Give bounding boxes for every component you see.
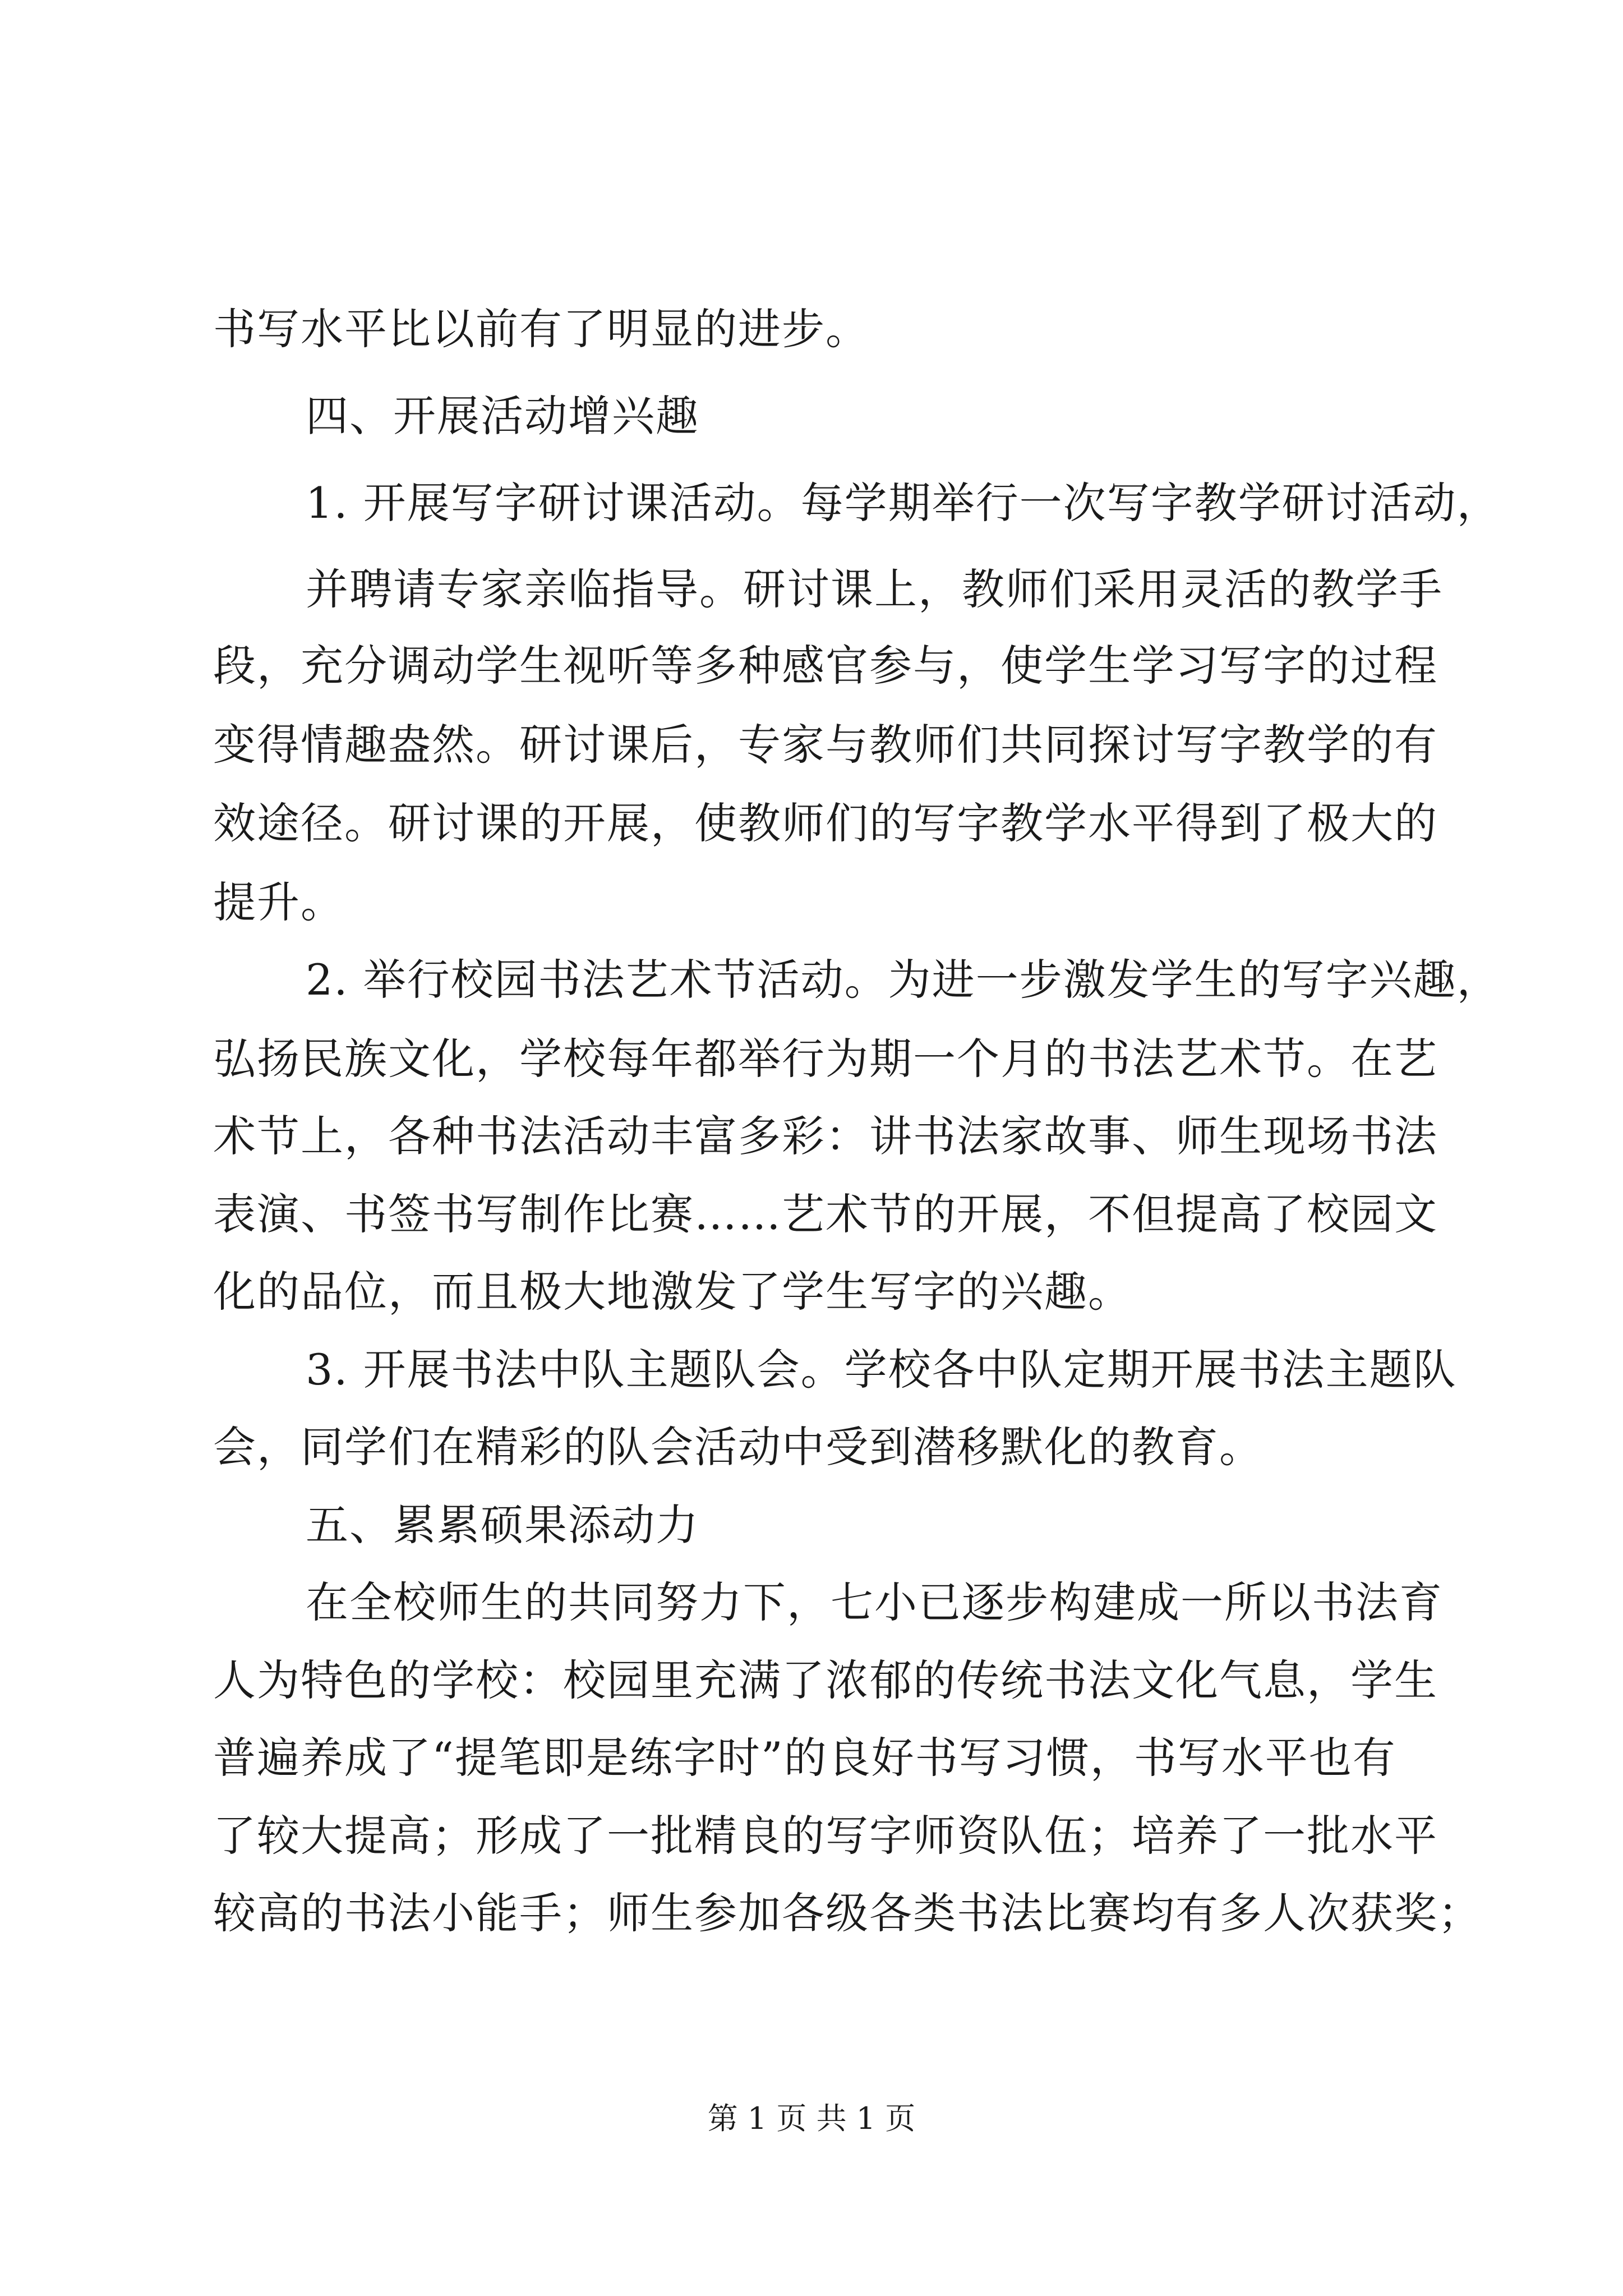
body-line: 会，同学们在精彩的队会活动中受到潜移默化的教育。 <box>213 1422 1263 1472</box>
body-line: 了较大提高；形成了一批精良的写字师资队伍；培养了一批水平 <box>213 1811 1438 1861</box>
body-line: 提升。 <box>213 877 344 927</box>
body-line: 3. 开展书法中队主题队会。学校各中队定期开展书法主题队 <box>306 1345 1457 1395</box>
body-line: 较高的书法小能手；师生参加各级各类书法比赛均有多人次获奖； <box>213 1888 1482 1938</box>
body-line: 人为特色的学校：校园里充满了浓郁的传统书法文化气息，学生 <box>213 1655 1438 1705</box>
body-line: 化的品位，而且极大地激发了学生写字的兴趣。 <box>213 1267 1132 1317</box>
section-heading: 四、开展活动增兴趣 <box>306 391 699 441</box>
body-line: 在全校师生的共同努力下，七小已逐步构建成一所以书法育 <box>306 1577 1443 1627</box>
body-line: 表演、书签书写制作比赛……艺术节的开展，不但提高了校园文 <box>213 1189 1438 1239</box>
body-line: 1. 开展写字研讨课活动。每学期举行一次写字教学研讨活动， <box>306 478 1501 528</box>
body-line: 段，充分调动学生视听等多种感官参与，使学生学习写字的过程 <box>213 641 1438 691</box>
body-line: 变得情趣盎然。研讨课后，专家与教师们共同探讨写字教学的有 <box>213 720 1438 770</box>
body-line: 弘扬民族文化，学校每年都举行为期一个月的书法艺术节。在艺 <box>213 1034 1438 1084</box>
page-footer: 第 1 页 共 1 页 <box>707 2101 916 2136</box>
body-line: 书写水平比以前有了明显的进步。 <box>213 304 869 354</box>
body-line: 2. 举行校园书法艺术节活动。为进一步激发学生的写字兴趣， <box>306 955 1501 1005</box>
section-heading: 五、累累硕果添动力 <box>306 1500 699 1550</box>
body-line: 并聘请专家亲临指导。研讨课上，教师们采用灵活的教学手 <box>306 564 1443 614</box>
body-line: 效途径。研讨课的开展，使教师们的写字教学水平得到了极大的 <box>213 798 1438 848</box>
body-line: 术节上，各种书法活动丰富多彩：讲书法家故事、师生现场书法 <box>213 1111 1438 1161</box>
body-line: 普遍养成了“提笔即是练字时”的良好书写习惯，书写水平也有 <box>213 1733 1396 1783</box>
